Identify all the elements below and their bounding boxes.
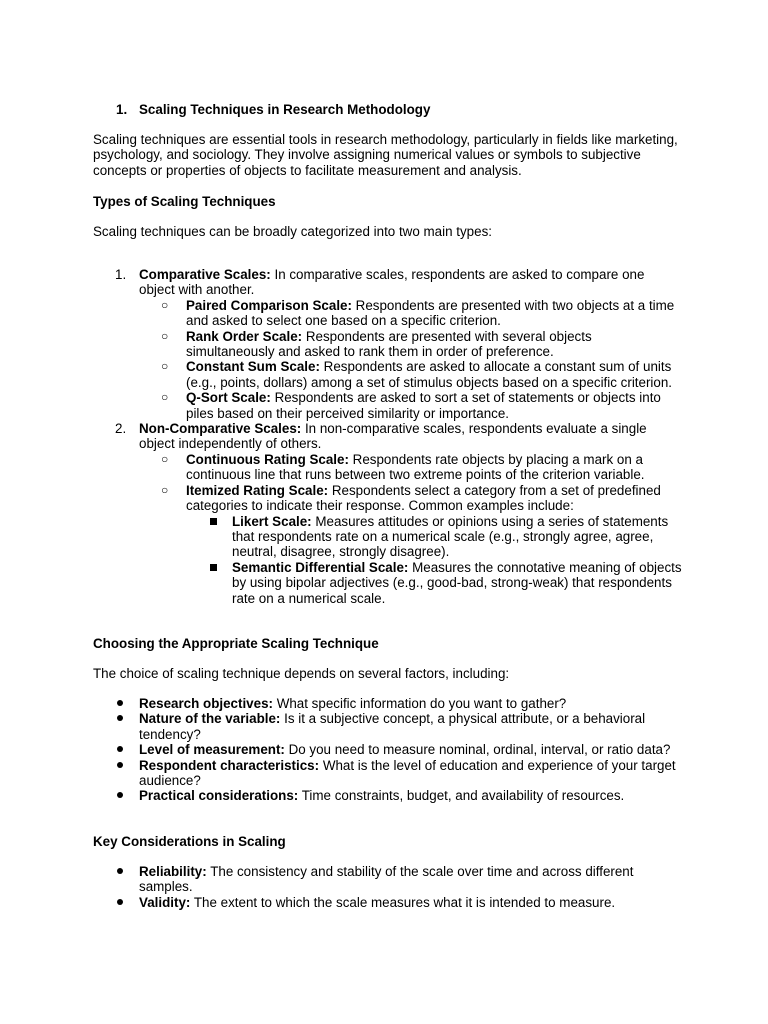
item-term: Validity: (139, 894, 191, 910)
key-heading: Key Considerations in Scaling (93, 834, 286, 849)
item-desc: What is the level of education and experience of your target audience? (139, 757, 676, 789)
item-desc: The consistency and stability of the scale over time and across different samples. (139, 864, 634, 895)
choosing-intro: The choice of scaling technique depends on several factors, including: (93, 666, 510, 681)
list-item (93, 711, 683, 742)
item-term: Level of measurement: (139, 742, 285, 758)
item-term: Paired Comparison Scale: (186, 297, 352, 313)
item-desc: Do you need to measure nominal, ordinal, interval, or ratio data? (284, 742, 671, 758)
page-title (116, 102, 430, 117)
item-desc: In non-comparative scales, respondents evaluate a single object independently of others. (139, 421, 647, 452)
item-desc: What specific information do you want to gather? (272, 696, 567, 711)
types-intro: Scaling techniques can be broadly categorized into two main types: (93, 224, 492, 239)
circle-bullet-icon: ○ (161, 328, 169, 343)
item-desc: Respondents are presented with several objects simultaneously and asked to rank them in order of preference. (186, 328, 592, 360)
item-term: Rank Order Scale: (186, 328, 303, 344)
item-desc: Respondents are asked to allocate a constant sum of units (e.g., points, dollars) among a set of stimulus objects based on a specific criterion. (186, 359, 673, 390)
list-item (93, 267, 683, 298)
list-item (93, 788, 683, 803)
sub-sub-list-item (93, 514, 683, 560)
title-number: 1. (116, 102, 128, 117)
circle-bullet-icon: ○ (161, 482, 169, 497)
bullet-icon (117, 715, 123, 721)
item-number: 2. (115, 421, 127, 437)
item-term: Research objectives: (139, 696, 273, 711)
list-item (93, 864, 683, 895)
bullet-icon (117, 700, 123, 706)
bullet-icon (117, 746, 123, 752)
circle-bullet-icon: ○ (161, 390, 169, 405)
item-desc: Respondents are asked to sort a set of statements or objects into piles based on their perceived similarity or importance. (186, 390, 661, 421)
circle-bullet-icon: ○ (161, 297, 169, 312)
factors-list (93, 696, 683, 804)
types-list (93, 267, 683, 606)
list-item (93, 758, 683, 789)
item-term: Itemized Rating Scale: (186, 482, 329, 498)
square-bullet-icon (210, 518, 217, 525)
item-term: Constant Sum Scale: (186, 359, 320, 375)
types-heading: Types of Scaling Techniques (93, 194, 276, 209)
sub-list-item (93, 390, 683, 421)
title-text: Scaling Techniques in Research Methodology (139, 102, 431, 117)
square-bullet-icon (210, 564, 217, 571)
list-item (93, 895, 683, 910)
list-item (93, 742, 683, 757)
item-term: Respondent characteristics: (139, 757, 320, 773)
item-desc: Time constraints, budget, and availability of resources. (298, 788, 625, 804)
item-term: Practical considerations: (139, 788, 299, 804)
item-term: Non-Comparative Scales: (139, 421, 302, 437)
list-item (93, 696, 683, 711)
sub-list-item (93, 298, 683, 329)
item-term: Nature of the variable: (139, 711, 281, 727)
bullet-icon (117, 792, 123, 798)
item-term: Continuous Rating Scale: (186, 451, 349, 467)
item-desc: Respondents rate objects by placing a mark on a continuous line that runs between two extreme points of the criterion variable. (186, 451, 645, 483)
sub-list-item (93, 483, 683, 514)
item-term: Comparative Scales: (139, 267, 271, 282)
item-desc: Is it a subjective concept, a physical attribute, or a behavioral tendency? (139, 711, 646, 742)
item-term: Q-Sort Scale: (186, 390, 271, 406)
item-desc: The extent to which the scale measures what it is intended to measure. (190, 894, 616, 910)
list-item (93, 421, 683, 452)
choosing-heading: Choosing the Appropriate Scaling Technique (93, 636, 379, 651)
item-desc: Measures the connotative meaning of objects by using bipolar adjectives (e.g., good-bad, strong-weak) that respondents rate on a numerical scale. (232, 559, 682, 606)
sub-sub-list-item (93, 560, 683, 606)
sub-list-item (93, 329, 683, 360)
bullet-icon (117, 899, 123, 905)
circle-bullet-icon: ○ (161, 451, 169, 466)
key-list (93, 864, 683, 910)
item-term: Likert Scale: (232, 513, 312, 529)
circle-bullet-icon: ○ (161, 359, 169, 374)
bullet-icon (117, 762, 123, 768)
item-desc: Respondents are presented with two objects at a time and asked to select one based on a specific criterion. (186, 297, 675, 329)
item-term: Semantic Differential Scale: (232, 559, 409, 575)
item-desc: In comparative scales, respondents are asked to compare one object with another. (139, 267, 645, 298)
item-desc: Respondents select a category from a set of predefined categories to indicate their response. Common examples include: (186, 482, 661, 514)
sub-list-item (93, 452, 683, 483)
bullet-icon (117, 868, 123, 874)
item-desc: Measures attitudes or opinions using a series of statements that respondents rate on a numerical scale (e.g., strongly agree, agree, neutral, disagree, strongly disagree). (232, 513, 669, 560)
item-term: Reliability: (139, 864, 207, 879)
sub-list-item (93, 359, 683, 390)
item-number: 1. (115, 267, 127, 282)
intro-paragraph: Scaling techniques are essential tools in research methodology, particularly in fields like marketing, psychology, and sociology. They involve assigning numerical values or symbols to subjective concepts or properties of objects to facilitate measurement and analysis. (93, 132, 678, 178)
